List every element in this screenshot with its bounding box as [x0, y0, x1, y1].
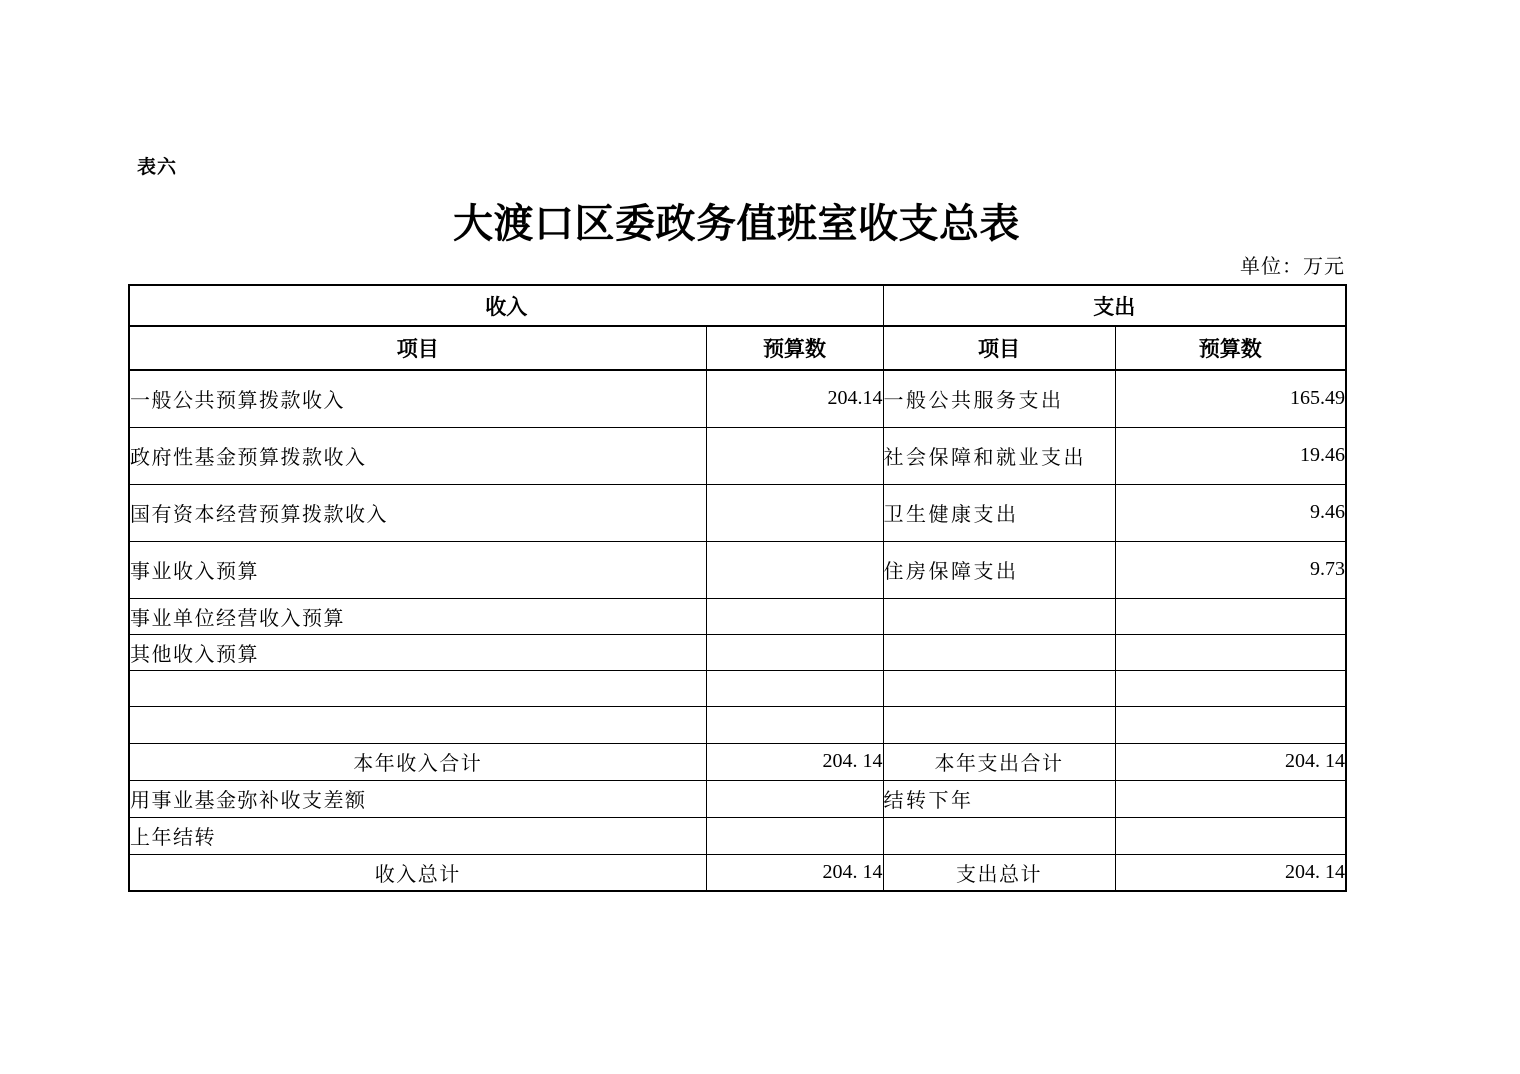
expense-subtotal-label: 本年支出合计 — [883, 743, 1115, 780]
expense-value-cell — [1115, 780, 1346, 817]
expense-value-cell: 165.49 — [1115, 370, 1346, 427]
income-item-cell — [129, 670, 706, 706]
sheet-label: 表六 — [137, 157, 178, 178]
expense-value-cell — [1115, 706, 1346, 743]
income-total-value: 204. 14 — [706, 854, 883, 891]
income-value-cell — [706, 817, 883, 854]
income-item-cell: 上年结转 — [129, 817, 706, 854]
expense-item-cell — [883, 706, 1115, 743]
total-row — [129, 854, 1346, 891]
column-header-row — [129, 326, 1346, 370]
income-item-cell: 其他收入预算 — [129, 634, 706, 670]
income-value-cell — [706, 706, 883, 743]
income-item-cell: 国有资本经营预算拨款收入 — [129, 484, 706, 541]
expense-item-cell: 住房保障支出 — [883, 541, 1115, 598]
carryover-row — [129, 817, 1346, 854]
expense-value-cell: 9.73 — [1115, 541, 1346, 598]
income-value-cell — [706, 780, 883, 817]
table-row — [129, 670, 1346, 706]
income-value-cell — [706, 670, 883, 706]
income-item-header: 项目 — [129, 326, 706, 370]
expense-value-cell — [1115, 670, 1346, 706]
table-row — [129, 370, 1346, 427]
income-total-label: 收入总计 — [129, 854, 706, 891]
table-row — [129, 427, 1346, 484]
income-value-cell — [706, 634, 883, 670]
expense-value-cell — [1115, 598, 1346, 634]
income-item-cell: 事业收入预算 — [129, 541, 706, 598]
income-subtotal-value: 204. 14 — [706, 743, 883, 780]
section-header-row — [129, 285, 1346, 326]
expense-budget-header: 预算数 — [1115, 326, 1346, 370]
expense-item-cell: 结转下年 — [883, 780, 1115, 817]
income-item-cell: 用事业基金弥补收支差额 — [129, 780, 706, 817]
adjustment-row — [129, 780, 1346, 817]
income-section-header: 收入 — [129, 285, 883, 326]
budget-table — [128, 284, 1347, 892]
expense-item-cell — [883, 670, 1115, 706]
expense-item-cell — [883, 634, 1115, 670]
income-value-cell — [706, 484, 883, 541]
expense-value-cell — [1115, 817, 1346, 854]
income-budget-header: 预算数 — [706, 326, 883, 370]
expense-section-header: 支出 — [883, 285, 1346, 326]
table-row — [129, 598, 1346, 634]
expense-item-cell — [883, 598, 1115, 634]
subtotal-row — [129, 743, 1346, 780]
income-value-cell — [706, 427, 883, 484]
expense-item-cell — [883, 817, 1115, 854]
table-row — [129, 541, 1346, 598]
expense-item-cell: 一般公共服务支出 — [883, 370, 1115, 427]
expense-total-value: 204. 14 — [1115, 854, 1346, 891]
income-value-cell: 204.14 — [706, 370, 883, 427]
page-title: 大渡口区委政务值班室收支总表 — [453, 201, 1020, 246]
table-row — [129, 634, 1346, 670]
income-item-cell: 政府性基金预算拨款收入 — [129, 427, 706, 484]
expense-subtotal-value: 204. 14 — [1115, 743, 1346, 780]
table-row — [129, 484, 1346, 541]
expense-item-cell: 社会保障和就业支出 — [883, 427, 1115, 484]
income-subtotal-label: 本年收入合计 — [129, 743, 706, 780]
unit-note: 单位：万元 — [1240, 256, 1345, 278]
expense-value-cell: 19.46 — [1115, 427, 1346, 484]
income-item-cell: 事业单位经营收入预算 — [129, 598, 706, 634]
table-row — [129, 706, 1346, 743]
income-value-cell — [706, 598, 883, 634]
expense-item-header: 项目 — [883, 326, 1115, 370]
income-item-cell: 一般公共预算拨款收入 — [129, 370, 706, 427]
expense-value-cell — [1115, 634, 1346, 670]
expense-total-label: 支出总计 — [883, 854, 1115, 891]
expense-value-cell: 9.46 — [1115, 484, 1346, 541]
income-value-cell — [706, 541, 883, 598]
expense-item-cell: 卫生健康支出 — [883, 484, 1115, 541]
income-item-cell — [129, 706, 706, 743]
